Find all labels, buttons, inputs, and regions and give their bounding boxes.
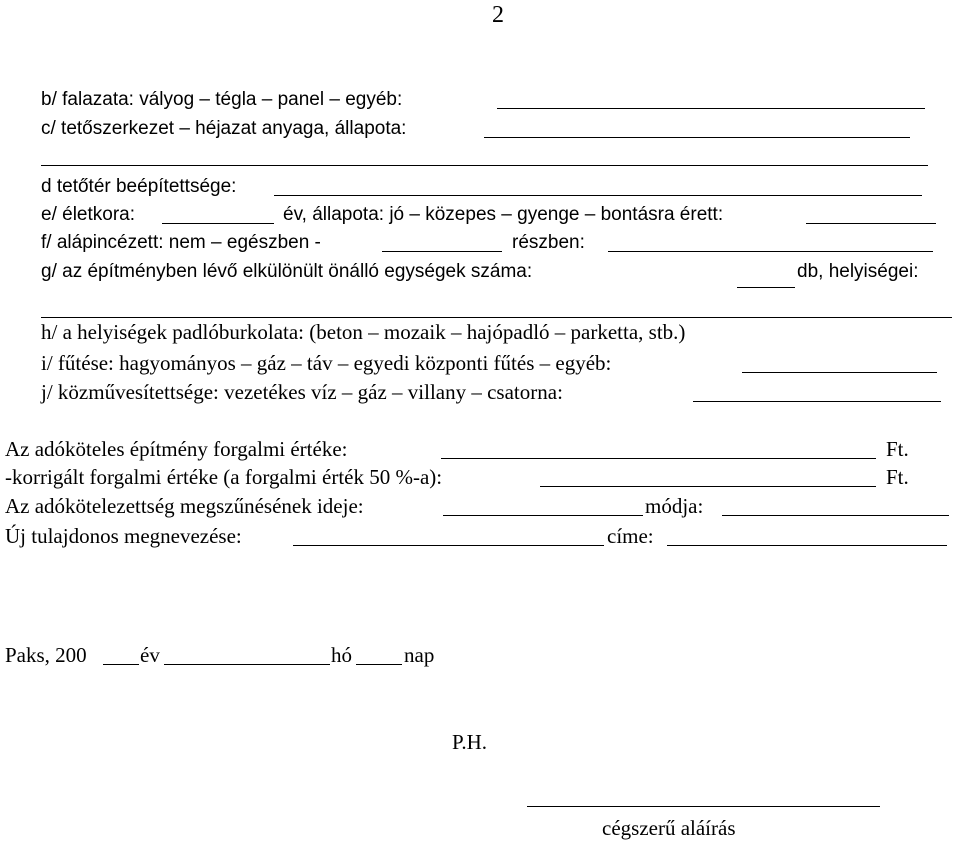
cime-blank[interactable] [667, 545, 947, 546]
day-blank[interactable] [356, 664, 402, 665]
helyisegei-blank[interactable] [41, 317, 952, 318]
megszunes-ideje-label: Az adókötelezettség megszűnésének ideje: [5, 494, 364, 518]
tetoszerkezet-blank-2[interactable] [41, 165, 928, 166]
year-blank[interactable] [103, 664, 139, 665]
modja-blank[interactable] [722, 515, 949, 516]
forgalmi-ertek-blank[interactable] [441, 458, 876, 459]
alapincezett-label: f/ alápincézett: nem – egészben - [41, 232, 321, 253]
korrigalt-ertek-label: -korrigált forgalmi értéke (a forgalmi érték 50 %-a): [5, 465, 443, 489]
falazata-blank[interactable] [497, 108, 925, 109]
forgalmi-ertek-label: Az adóköteles építmény forgalmi értéke: [5, 437, 348, 461]
reszben-label: részben: [512, 232, 585, 253]
tetoter-blank[interactable] [274, 195, 922, 196]
futese-blank[interactable] [742, 372, 937, 373]
megszunes-ideje-blank[interactable] [443, 515, 643, 516]
padloburkolata-label: h/ a helyiségek padlóburkolata: (beton – mozaik – hajópadló – parketta, stb.) [41, 320, 686, 344]
helyisegei-label: db, helyiségei: [797, 261, 919, 282]
tetoszerkezet-label: c/ tetőszerkezet – héjazat anyaga, állapota: [41, 118, 407, 139]
allapota-blank[interactable] [806, 223, 936, 224]
kozmuvesitettseg-blank[interactable] [693, 401, 941, 402]
reszben-blank[interactable] [608, 251, 933, 252]
ft-label-1: Ft. [886, 437, 909, 461]
ho-label: hó [331, 643, 352, 667]
ev-label: év [140, 643, 160, 667]
korrigalt-ertek-blank[interactable] [540, 486, 876, 487]
falazata-label: b/ falazata: vályog – tégla – panel – egyéb: [41, 89, 403, 110]
signature-label: cégszerű aláírás [602, 816, 736, 840]
signature-line[interactable] [527, 806, 880, 807]
place-year-label: Paks, 200 [5, 643, 87, 667]
nap-label: nap [404, 643, 435, 667]
kozmuvesitettseg-label: j/ közművesítettsége: vezetékes víz – gáz – villany – csatorna: [41, 380, 563, 404]
eletkora-label: e/ életkora: [41, 204, 135, 225]
stamp-label: P.H. [452, 730, 488, 754]
tetoter-label: d tetőtér beépítettsége: [41, 176, 237, 197]
alapincezett-blank[interactable] [382, 251, 502, 252]
month-blank[interactable] [164, 664, 330, 665]
allapota-label: év, állapota: jó – közepes – gyenge – bontásra érett: [283, 204, 724, 225]
tetoszerkezet-blank[interactable] [484, 137, 910, 138]
page-number: 2 [492, 2, 504, 28]
uj-tulajdonos-label: Új tulajdonos megnevezése: [5, 524, 242, 548]
eletkora-blank[interactable] [162, 223, 274, 224]
egysegek-label: g/ az építményben lévő elkülönült önálló egységek száma: [41, 261, 533, 282]
modja-label: módja: [645, 494, 704, 518]
egysegek-szama-blank[interactable] [737, 287, 795, 288]
ft-label-2: Ft. [886, 465, 909, 489]
futese-label: i/ fűtése: hagyományos – gáz – táv – egyedi központi fűtés – egyéb: [41, 351, 612, 375]
cime-label: címe: [607, 524, 654, 548]
uj-tulajdonos-blank[interactable] [293, 545, 604, 546]
